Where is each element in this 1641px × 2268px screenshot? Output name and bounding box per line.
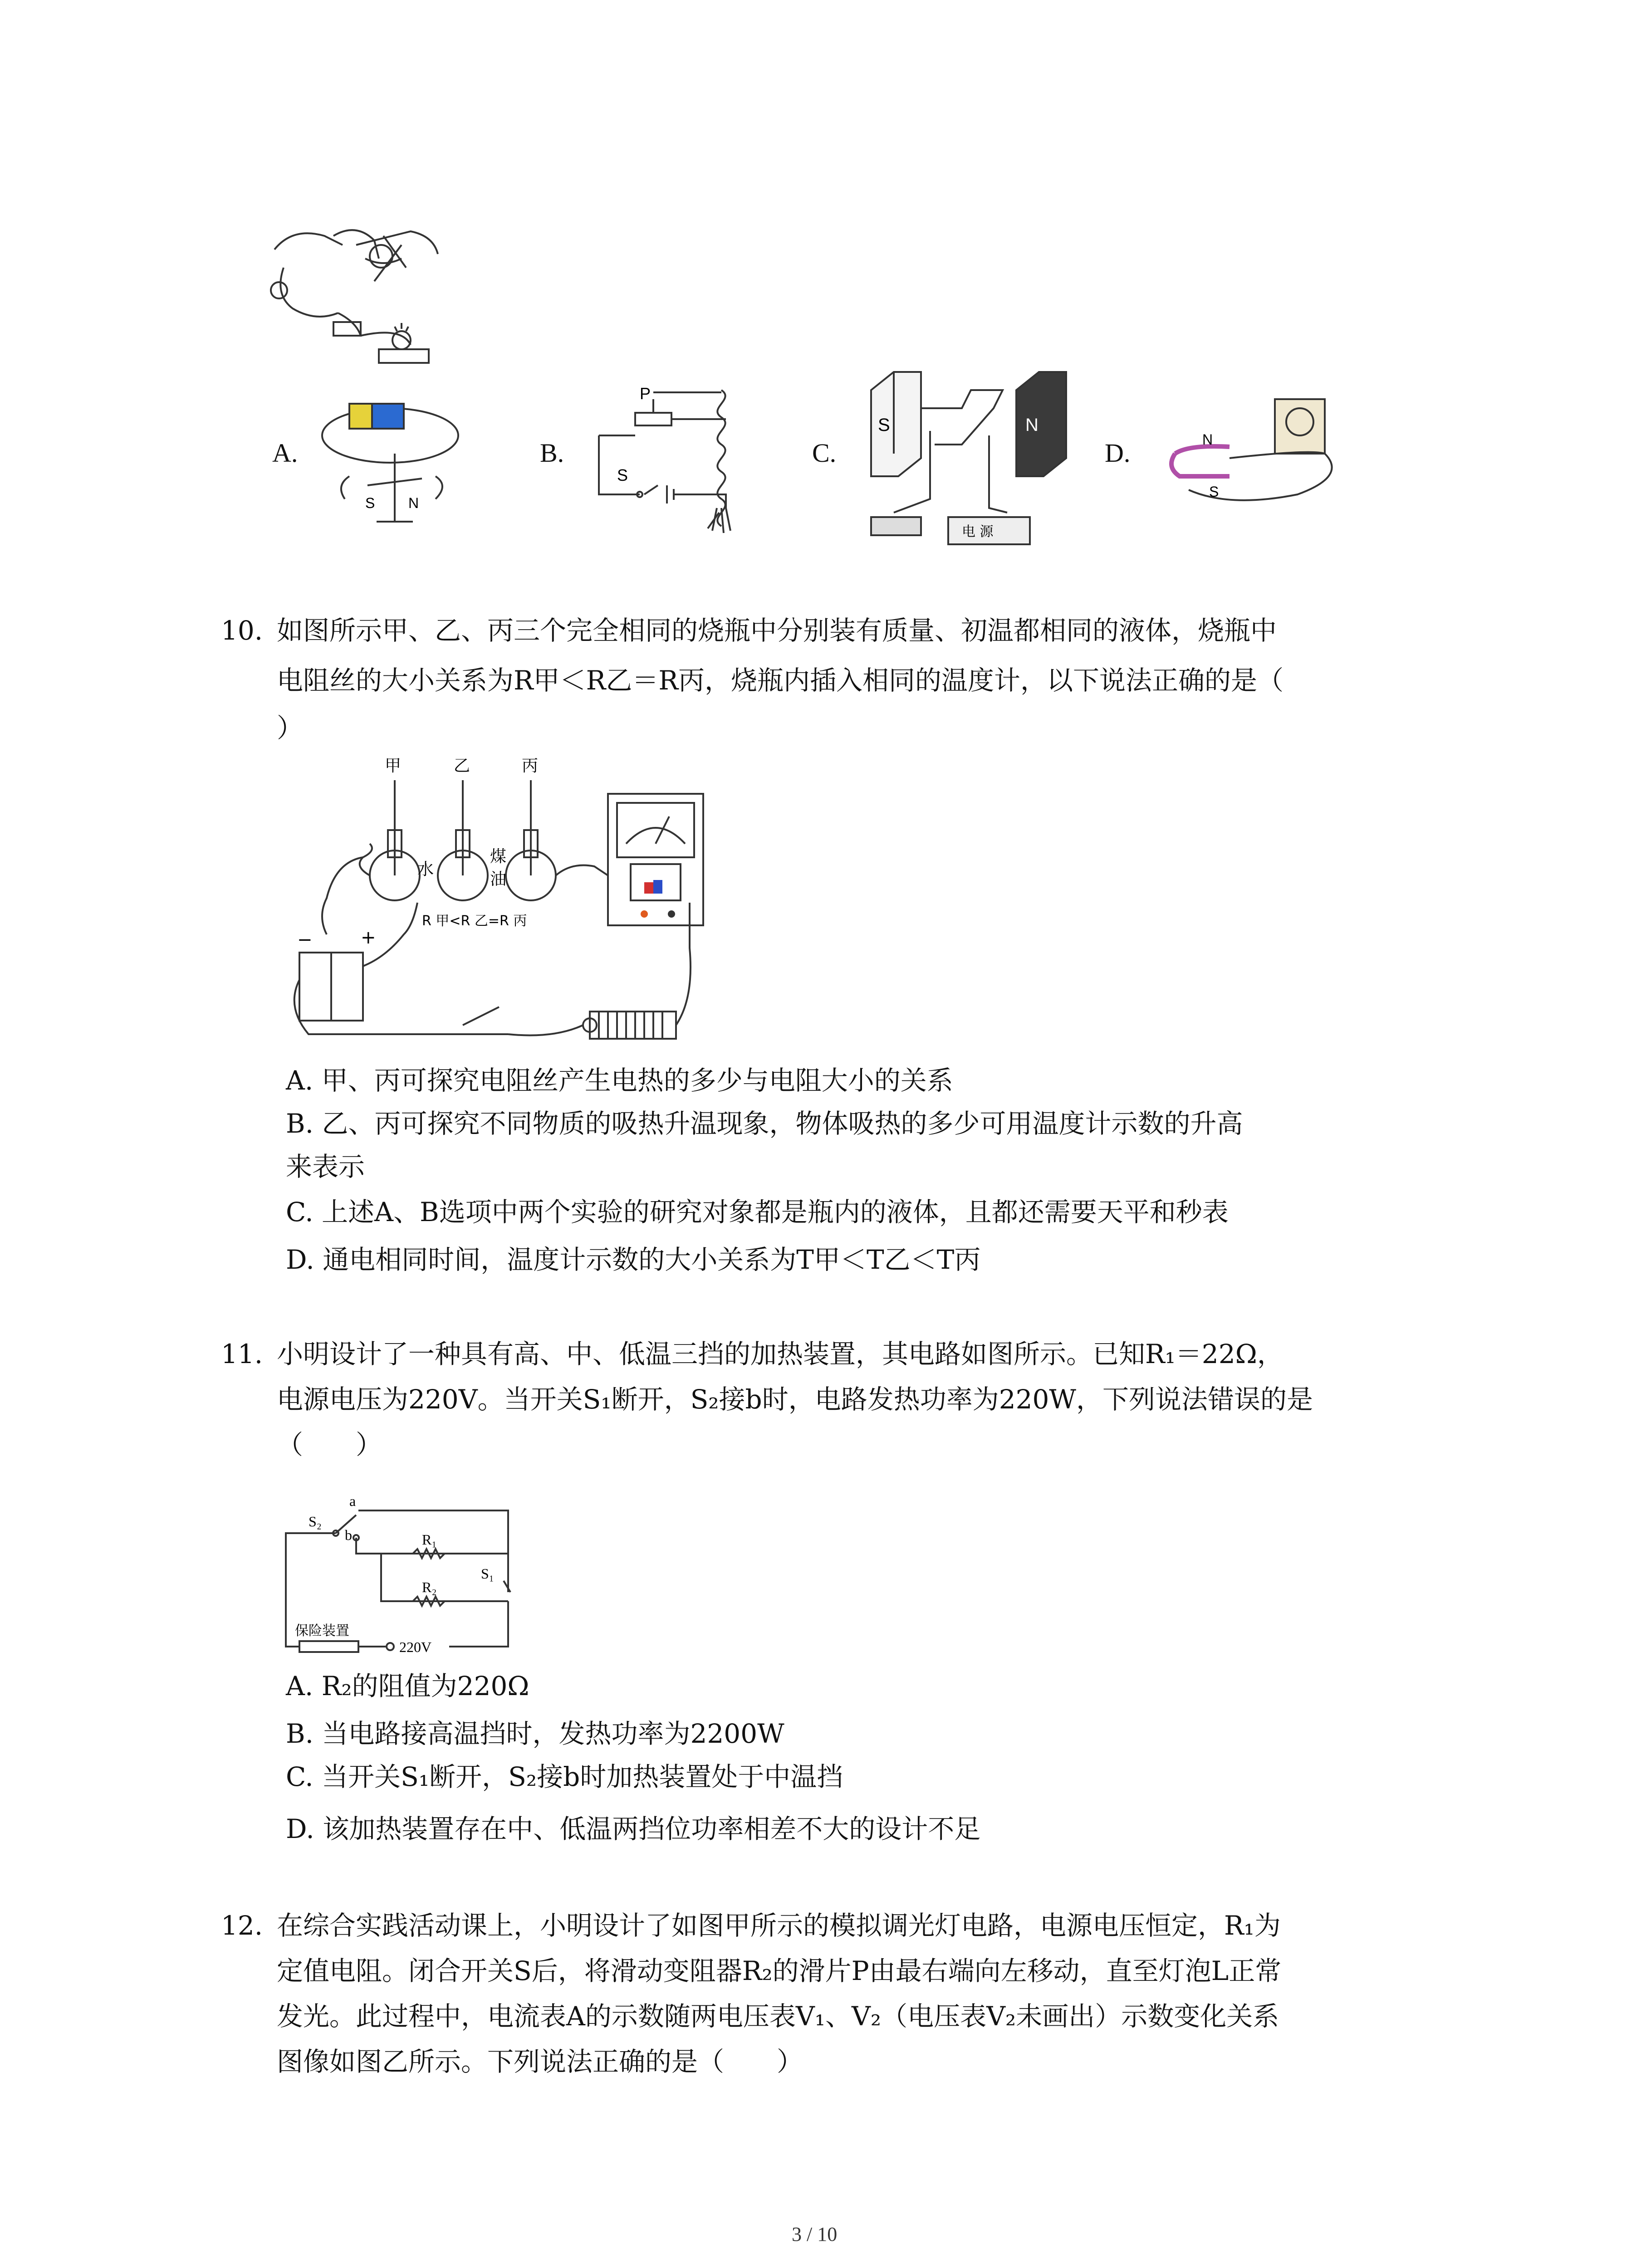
q10-fig-relation: R 甲<R 乙=R 丙 bbox=[422, 913, 527, 929]
q12-line1: 在综合实践活动课上，小明设计了如图甲所示的模拟调光灯电路，电源电压恒定，R₁为 bbox=[277, 1910, 1281, 1941]
q11-fig-voltage: 220V bbox=[399, 1639, 432, 1655]
q12-line3: 发光。此过程中，电流表A的示数随两电压表V₁、V₂（电压表V₂未画出）示数变化关系 bbox=[277, 2001, 1279, 2032]
q9a-s-label: S bbox=[365, 495, 375, 511]
q9-figure-d bbox=[1161, 390, 1352, 526]
q10-line2: 电阻丝的大小关系为R甲＜R乙＝R丙，烧瓶内插入相同的温度计，以下说法正确的是（ bbox=[277, 665, 1284, 696]
q11-fig-fuse: 保险装置 bbox=[295, 1623, 349, 1639]
q11-fig-a: a bbox=[349, 1493, 356, 1509]
q10-fig-water: 水 bbox=[417, 860, 434, 879]
q9b-p-label: P bbox=[640, 384, 651, 403]
q10-fig-plus: + bbox=[361, 927, 376, 948]
q9-figure-c bbox=[853, 363, 1080, 558]
q11-option-d: D. 该加热装置存在中、低温两挡位功率相差不大的设计不足 bbox=[286, 1813, 981, 1844]
q12-line2: 定值电阻。闭合开关S后，将滑动变阻器R₂的滑片P由最右端向左移动，直至灯泡L正常 bbox=[277, 1955, 1282, 1986]
q11-fig-b: b bbox=[345, 1527, 352, 1543]
q11-fig-r2: R₂ bbox=[422, 1579, 437, 1595]
q9c-n-label: N bbox=[1025, 415, 1038, 435]
q11-fig-s2: S₂ bbox=[309, 1513, 322, 1530]
q11-fig-s1: S₁ bbox=[481, 1565, 494, 1582]
q10-option-a: A. 甲、丙可探究电阻丝产生电热的多少与电阻大小的关系 bbox=[286, 1065, 953, 1096]
q11-line1: 小明设计了一种具有高、中、低温三挡的加热装置，其电路如图所示。已知R₁＝22Ω， bbox=[277, 1339, 1283, 1369]
q10-option-b-cont: 来表示 bbox=[286, 1151, 365, 1182]
q10-fig-minus: − bbox=[297, 929, 313, 950]
q9d-n-label: N bbox=[1202, 431, 1213, 448]
q10-option-d: D. 通电相同时间，温度计示数的大小关系为T甲＜T乙＜T丙 bbox=[286, 1244, 981, 1275]
q11-number: 11. bbox=[221, 1339, 263, 1369]
q11-option-a: A. R₂的阻值为220Ω bbox=[286, 1671, 529, 1701]
q10-number: 10. bbox=[221, 615, 263, 646]
q9-option-c-label: C. bbox=[812, 438, 837, 468]
q9d-s-label: S bbox=[1209, 484, 1219, 500]
q11-figure bbox=[277, 1474, 513, 1665]
q10-fig-kerosene-1: 煤 bbox=[490, 847, 507, 866]
q10-fig-bing: 丙 bbox=[522, 757, 539, 775]
q10-option-c: C. 上述A、B选项中两个实验的研究对象都是瓶内的液体，且都还需要天平和秒表 bbox=[286, 1197, 1229, 1227]
q12-number: 12. bbox=[221, 1910, 263, 1941]
q10-fig-kerosene-2: 油 bbox=[490, 870, 507, 889]
q10-option-b: B. 乙、丙可探究不同物质的吸热升温现象，物体吸热的多少可用温度计示数的升高 bbox=[286, 1108, 1243, 1139]
q10-fig-jia: 甲 bbox=[385, 757, 402, 775]
q10-fig-yi: 乙 bbox=[454, 757, 470, 775]
q9-option-a-label: A. bbox=[272, 438, 298, 468]
q9a-n-label: N bbox=[408, 495, 419, 511]
q9-option-b-label: B. bbox=[540, 438, 564, 468]
q9-figure-a bbox=[318, 386, 472, 531]
q11-fig-r1: R₁ bbox=[422, 1531, 437, 1548]
q9b-s-label: S bbox=[617, 466, 628, 484]
q10-figure bbox=[281, 753, 717, 1043]
q10-line1: 如图所示甲、乙、丙三个完全相同的烧瓶中分别装有质量、初温都相同的液体，烧瓶中 bbox=[277, 615, 1277, 646]
q9-option-d-label: D. bbox=[1105, 438, 1131, 468]
q9c-power-label: 电 源 bbox=[962, 524, 994, 540]
q11-option-b: B. 当电路接高温挡时，发热功率为2200W bbox=[286, 1718, 784, 1749]
q11-option-c: C. 当开关S₁断开，S₂接b时加热装置处于中温挡 bbox=[286, 1761, 843, 1792]
q9-figure-b bbox=[590, 372, 753, 535]
q9c-s-label: S bbox=[878, 415, 890, 435]
q9-main-figure bbox=[265, 218, 456, 372]
q11-line2: 电源电压为220V。当开关S₁断开，S₂接b时，电路发热功率为220W，下列说法错误的是 bbox=[277, 1384, 1313, 1415]
page-number: 3 / 10 bbox=[792, 2223, 838, 2245]
q11-line3: （ ） bbox=[277, 1429, 382, 1460]
q10-line3: ） bbox=[277, 713, 304, 743]
q12-line4: 图像如图乙所示。下列说法正确的是（ ） bbox=[277, 2046, 803, 2077]
